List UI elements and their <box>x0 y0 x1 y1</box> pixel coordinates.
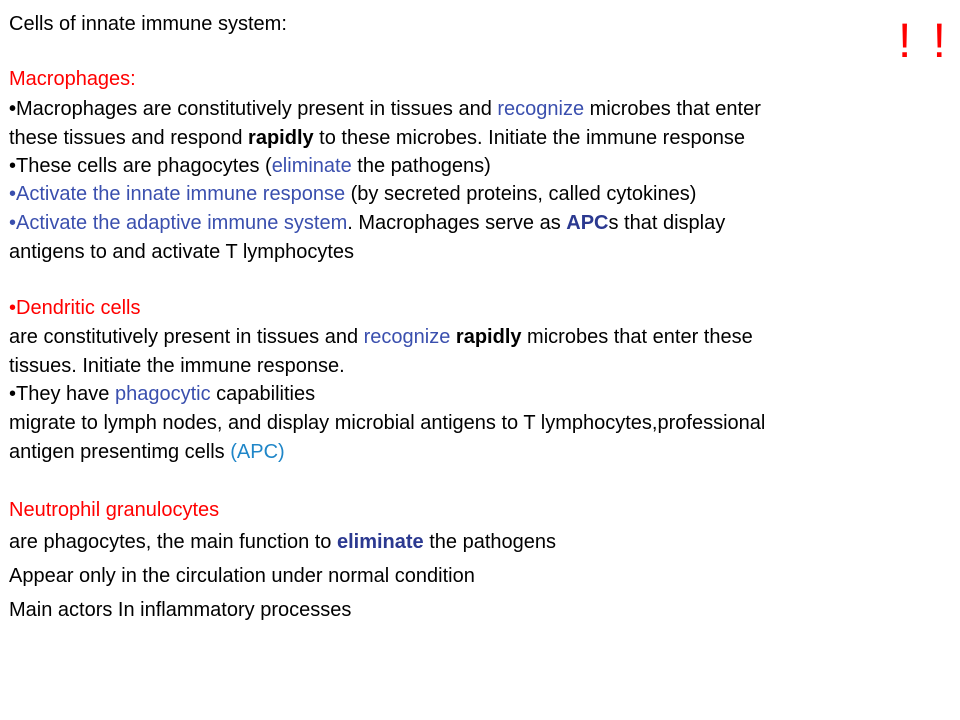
macrophages-line-3: •These cells are phagocytes (eliminate the pathogens) <box>9 155 491 177</box>
alert-exclamation-marks: ! ! <box>898 15 951 68</box>
dendritic-line-1: are constitutively present in tissues and recognize rapidly microbes that enter these <box>9 326 753 348</box>
macrophages-line-6: antigens to and activate T lymphocytes <box>9 241 355 263</box>
dendritic-line-3: •They have phagocytic capabilities <box>9 383 316 405</box>
macrophages-line-4: •Activate the innate immune response (by secreted proteins, called cytokines) <box>9 183 697 205</box>
macrophages-heading: Macrophages: <box>9 68 136 90</box>
dendritic-line-2: tissues. Initiate the immune response. <box>9 355 345 377</box>
macrophages-line-1: •Macrophages are constitutively present in tissues and recognize microbes that enter <box>9 98 761 120</box>
macrophages-line-5: •Activate the adaptive immune system. Macrophages serve as APCs that display <box>9 212 726 234</box>
dendritic-line-5: antigen presentimg cells (APC) <box>9 441 285 463</box>
macrophages-line-2: these tissues and respond rapidly to these microbes. Initiate the immune response <box>9 127 745 149</box>
neutrophil-line-1: are phagocytes, the main function to eliminate the pathogens <box>9 531 557 553</box>
neutrophil-line-2: Appear only in the circulation under normal condition <box>9 565 475 587</box>
dendritic-line-4: migrate to lymph nodes, and display microbial antigens to T lymphocytes,professional <box>9 412 766 434</box>
dendritic-heading: •Dendritic cells <box>9 297 141 319</box>
bullet-icon: • <box>9 98 17 120</box>
neutrophil-line-3: Main actors In inflammatory processes <box>9 599 352 621</box>
neutrophil-heading: Neutrophil granulocytes <box>9 499 220 521</box>
slide-title: Cells of innate immune system: <box>9 13 287 35</box>
